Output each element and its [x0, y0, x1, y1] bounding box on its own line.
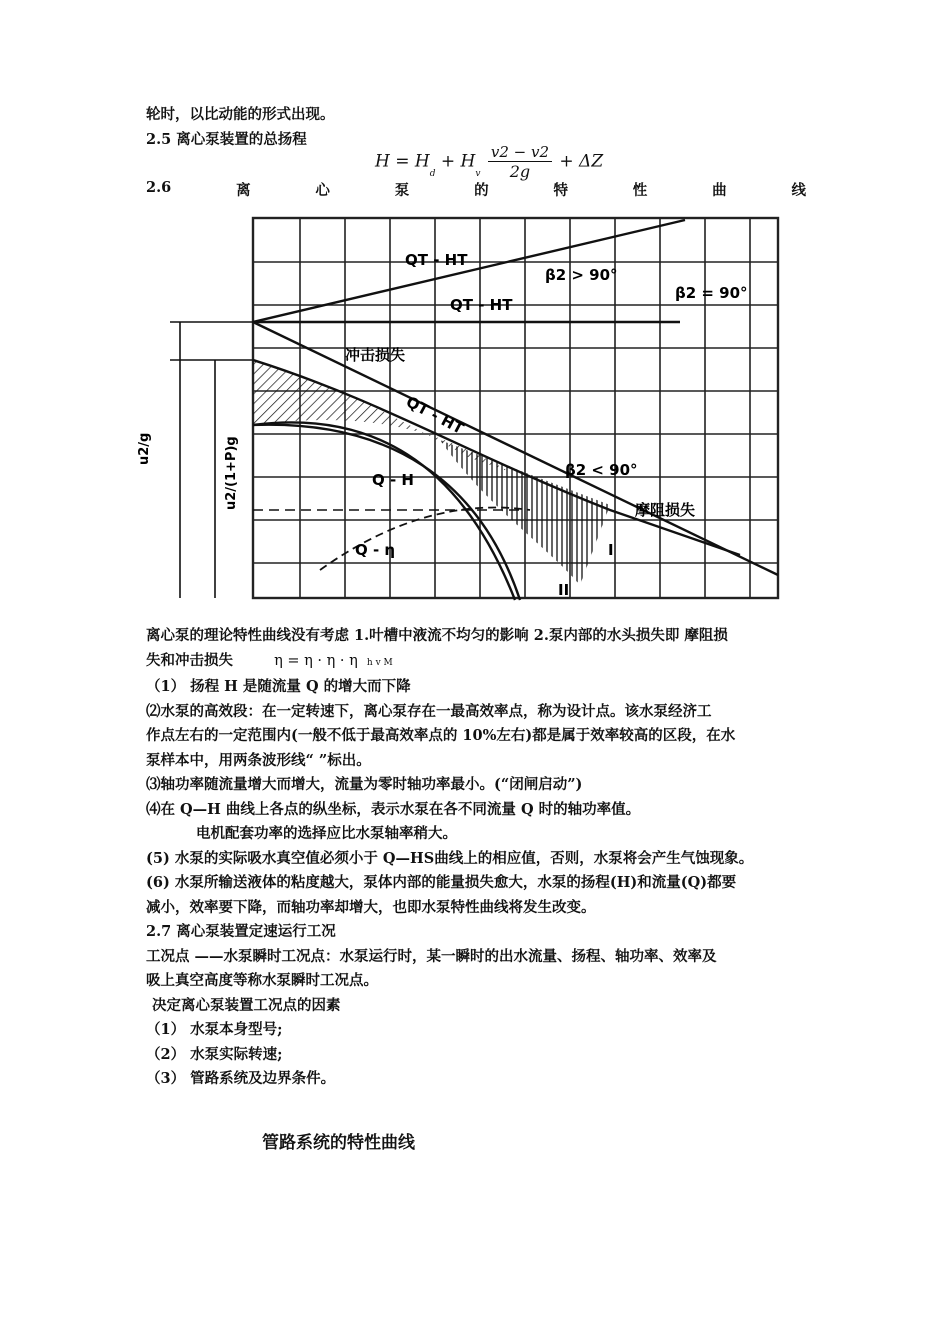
heading-char: 线: [791, 182, 806, 199]
text-line: ⑵水泵的高效段：在一定转速下，离心泵存在一最高效率点，称为设计点。该水泵经济工: [146, 702, 712, 720]
curve-beta-lt-90: [253, 322, 778, 575]
text-line: [146, 649, 816, 676]
formula-tail: + ΔZ: [559, 151, 604, 172]
total-head-formula: [375, 143, 603, 181]
list-item: （2） 水泵实际转速;: [146, 1045, 283, 1063]
text-line: 吸上真空高度等称水泵瞬时工况点。: [146, 972, 378, 989]
text-line: 作点左右的一定范围内(一般不低于最高效率点的 10%左右)都是属于效率较高的区段，在水: [146, 727, 736, 744]
label-roman-1: I: [608, 541, 614, 559]
label-qt-ht-top: QT - HT: [405, 251, 468, 269]
text-line: (6) 水泵所输送液体的粘度越大，泵体内部的能量损失愈大，水泵的扬程(H)和流量(Q)都要: [146, 874, 737, 891]
pump-characteristic-figure: [137, 210, 800, 610]
label-qt-ht-low: QT - HT: [403, 392, 467, 438]
heading-char: 2.6: [146, 179, 172, 196]
formula-numerator: v2 − v2: [488, 143, 552, 162]
text-line: 电机配套功率的选择应比水泵轴率稍大。: [196, 825, 457, 842]
text-line: ⑷在 Q—H 曲线上各点的纵坐标，表示水泵在各不同流量 Q 时的轴功率值。: [146, 800, 641, 818]
label-beta-lt: β2 < 90°: [565, 461, 638, 479]
text-line: （1） 扬程 H 是随流量 Q 的增大而下降: [146, 678, 411, 695]
text-line: 轮时，以比动能的形式出现。: [146, 106, 335, 123]
heading-char: 的: [474, 182, 489, 199]
label-friction-loss: 摩阻损失: [635, 501, 696, 519]
label-q-h: Q - H: [372, 471, 414, 489]
section-heading-2-5: 2.5 离心泵装置的总扬程: [146, 131, 307, 148]
section-heading-2-6: [146, 179, 806, 200]
formula-sub: d: [429, 168, 436, 179]
section-heading-2-7: 2.7 离心泵装置定速运行工况: [146, 923, 336, 940]
curve-q-h: [253, 422, 515, 600]
label-qt-ht-mid: QT - HT: [450, 296, 513, 314]
heading-pipeline-curve: 管路系统的特性曲线: [262, 1133, 415, 1153]
formula-term: + H: [440, 151, 476, 172]
efficiency-formula-subs: h v M: [366, 657, 393, 668]
formula-lhs: H = H: [375, 151, 430, 172]
heading-char: 性: [632, 182, 648, 199]
heading-char: 离: [236, 182, 251, 199]
label-roman-2: II: [558, 581, 570, 599]
paragraph-block-1: [146, 624, 816, 1092]
text-span: 失和冲击损失: [146, 651, 233, 669]
axis-label-u2g: u2/g: [137, 432, 152, 465]
heading-char: 泵: [394, 182, 410, 199]
label-impact-loss: 冲击损失: [345, 346, 406, 364]
text-line: ⑶轴功率随流量增大而增大，流量为零时轴功率最小。(“闭闸启动”): [146, 776, 583, 793]
list-item: （3） 管路系统及边界条件。: [146, 1070, 336, 1087]
text-line: (5) 水泵的实际吸水真空值必须小于 Q—HS曲线上的相应值，否则，水泵将会产生气蚀现象。: [146, 849, 754, 867]
list-item: （1） 水泵本身型号;: [146, 1021, 283, 1038]
heading-char: 特: [553, 182, 568, 199]
formula-fraction: [488, 143, 552, 181]
text-line: 泵样本中，用两条波形线“ ”标出。: [146, 751, 371, 769]
text-line: 工况点 ——水泵瞬时工况点：水泵运行时，某一瞬时的出水流量、扬程、轴功率、效率及: [146, 947, 717, 965]
text-line: 离心泵的理论特性曲线没有考虑 1.叶槽中液流不均匀的影响 2.泵内部的水头损失即 摩阻损: [146, 627, 728, 644]
formula-sub: v: [475, 168, 481, 179]
text-line: 决定离心泵装置工况点的因素: [152, 996, 341, 1014]
formula-denominator: 2g: [509, 162, 531, 181]
axis-label-u2g-full: u2/(1+P)g: [224, 436, 239, 510]
label-beta-gt: β2 > 90°: [545, 266, 618, 284]
text-line: 减小，效率要下降，而轴功率却增大，也即水泵特性曲线将发生改变。: [146, 898, 596, 916]
label-beta-eq: β2 = 90°: [675, 284, 748, 302]
heading-char: 心: [315, 182, 330, 199]
label-q-eta: Q - η: [355, 541, 396, 559]
efficiency-formula: η = η · η · η: [274, 652, 358, 669]
heading-char: 曲: [712, 182, 727, 199]
